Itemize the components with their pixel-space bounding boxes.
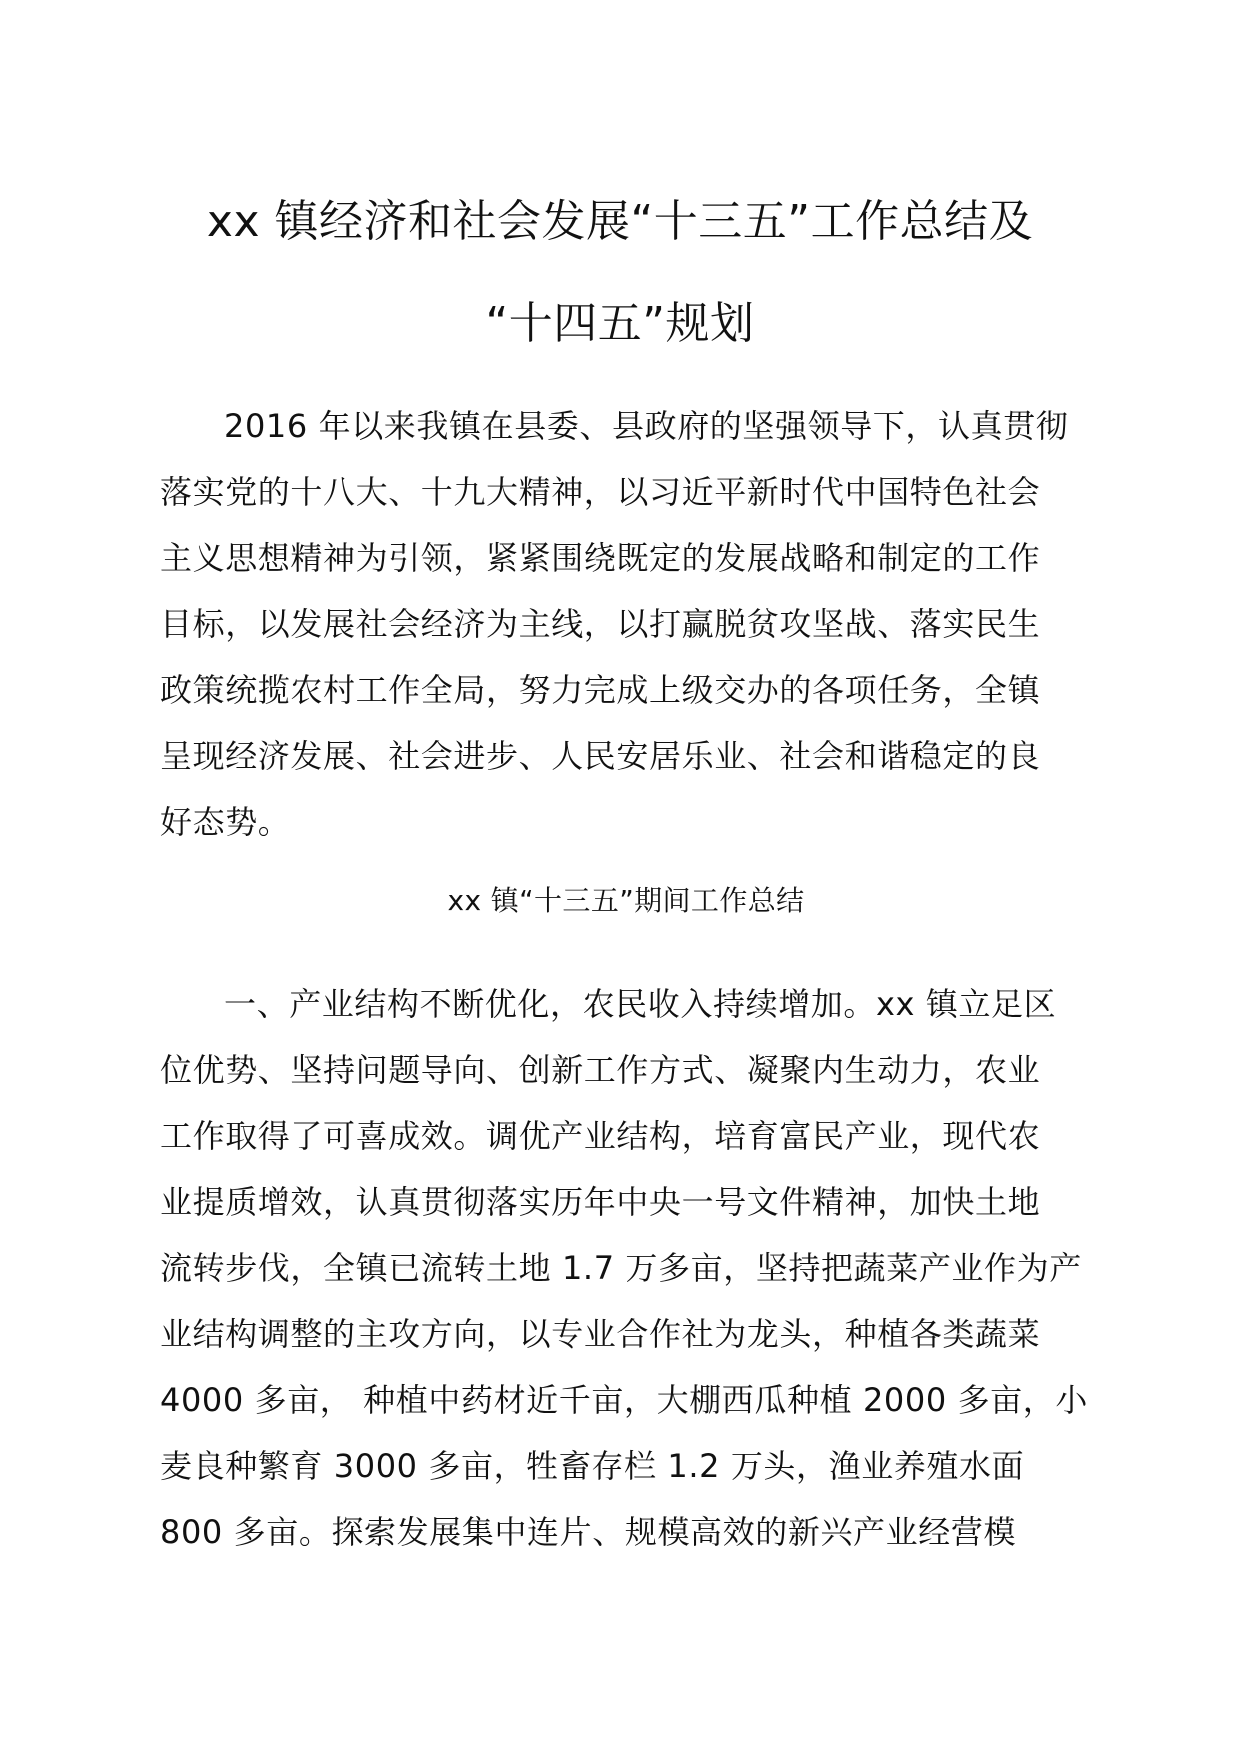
intro-line: 2016 年以来我镇在县委、县政府的坚强领导下，认真贯彻 <box>224 407 1069 445</box>
point-one-paragraph <box>160 971 1092 1565</box>
intro-line: 落实党的十八大、十九大精神，以习近平新时代中国特色社会 <box>160 473 1041 511</box>
intro-line: 好态势。 <box>160 803 291 841</box>
document-title-line-1: xx 镇经济和社会发展“十三五”工作总结及 <box>206 196 1034 247</box>
intro-line: 目标，以发展社会经济为主线，以打赢脱贫攻坚战、落实民生 <box>160 605 1041 643</box>
point-one-line: 麦良种繁育 3000 多亩，牲畜存栏 1.2 万头，渔业养殖水面 <box>160 1447 1025 1485</box>
document-title-line-2: “十四五”规划 <box>485 298 755 349</box>
point-one-line: 800 多亩。探索发展集中连片、规模高效的新兴产业经营模 <box>160 1513 1017 1551</box>
point-one-line: 位优势、坚持问题导向、创新工作方式、凝聚内生动力，农业 <box>160 1051 1041 1089</box>
point-one-line: 工作取得了可喜成效。调优产业结构，培育富民产业，现代农 <box>160 1117 1041 1155</box>
intro-line: 政策统揽农村工作全局，努力完成上级交办的各项任务，全镇 <box>160 671 1041 709</box>
point-one-line: 业提质增效，认真贯彻落实历年中央一号文件精神，加快土地 <box>160 1183 1041 1221</box>
point-one-line: 一、产业结构不断优化，农民收入持续增加。xx 镇立足区 <box>224 985 1057 1023</box>
intro-line: 呈现经济发展、社会进步、人民安居乐业、社会和谐稳定的良 <box>160 737 1041 775</box>
section-heading: xx 镇“十三五”期间工作总结 <box>447 884 805 917</box>
intro-paragraph <box>160 393 1092 855</box>
point-one-line: 流转步伐，全镇已流转土地 1.7 万多亩，坚持把蔬菜产业作为产 <box>160 1249 1082 1287</box>
intro-line: 主义思想精神为引领，紧紧围绕既定的发展战略和制定的工作 <box>160 539 1041 577</box>
point-one-line: 4000 多亩， 种植中药材近千亩，大棚西瓜种植 2000 多亩，小 <box>160 1381 1088 1419</box>
point-one-line: 业结构调整的主攻方向，以专业合作社为龙头，种植各类蔬菜 <box>160 1315 1041 1353</box>
